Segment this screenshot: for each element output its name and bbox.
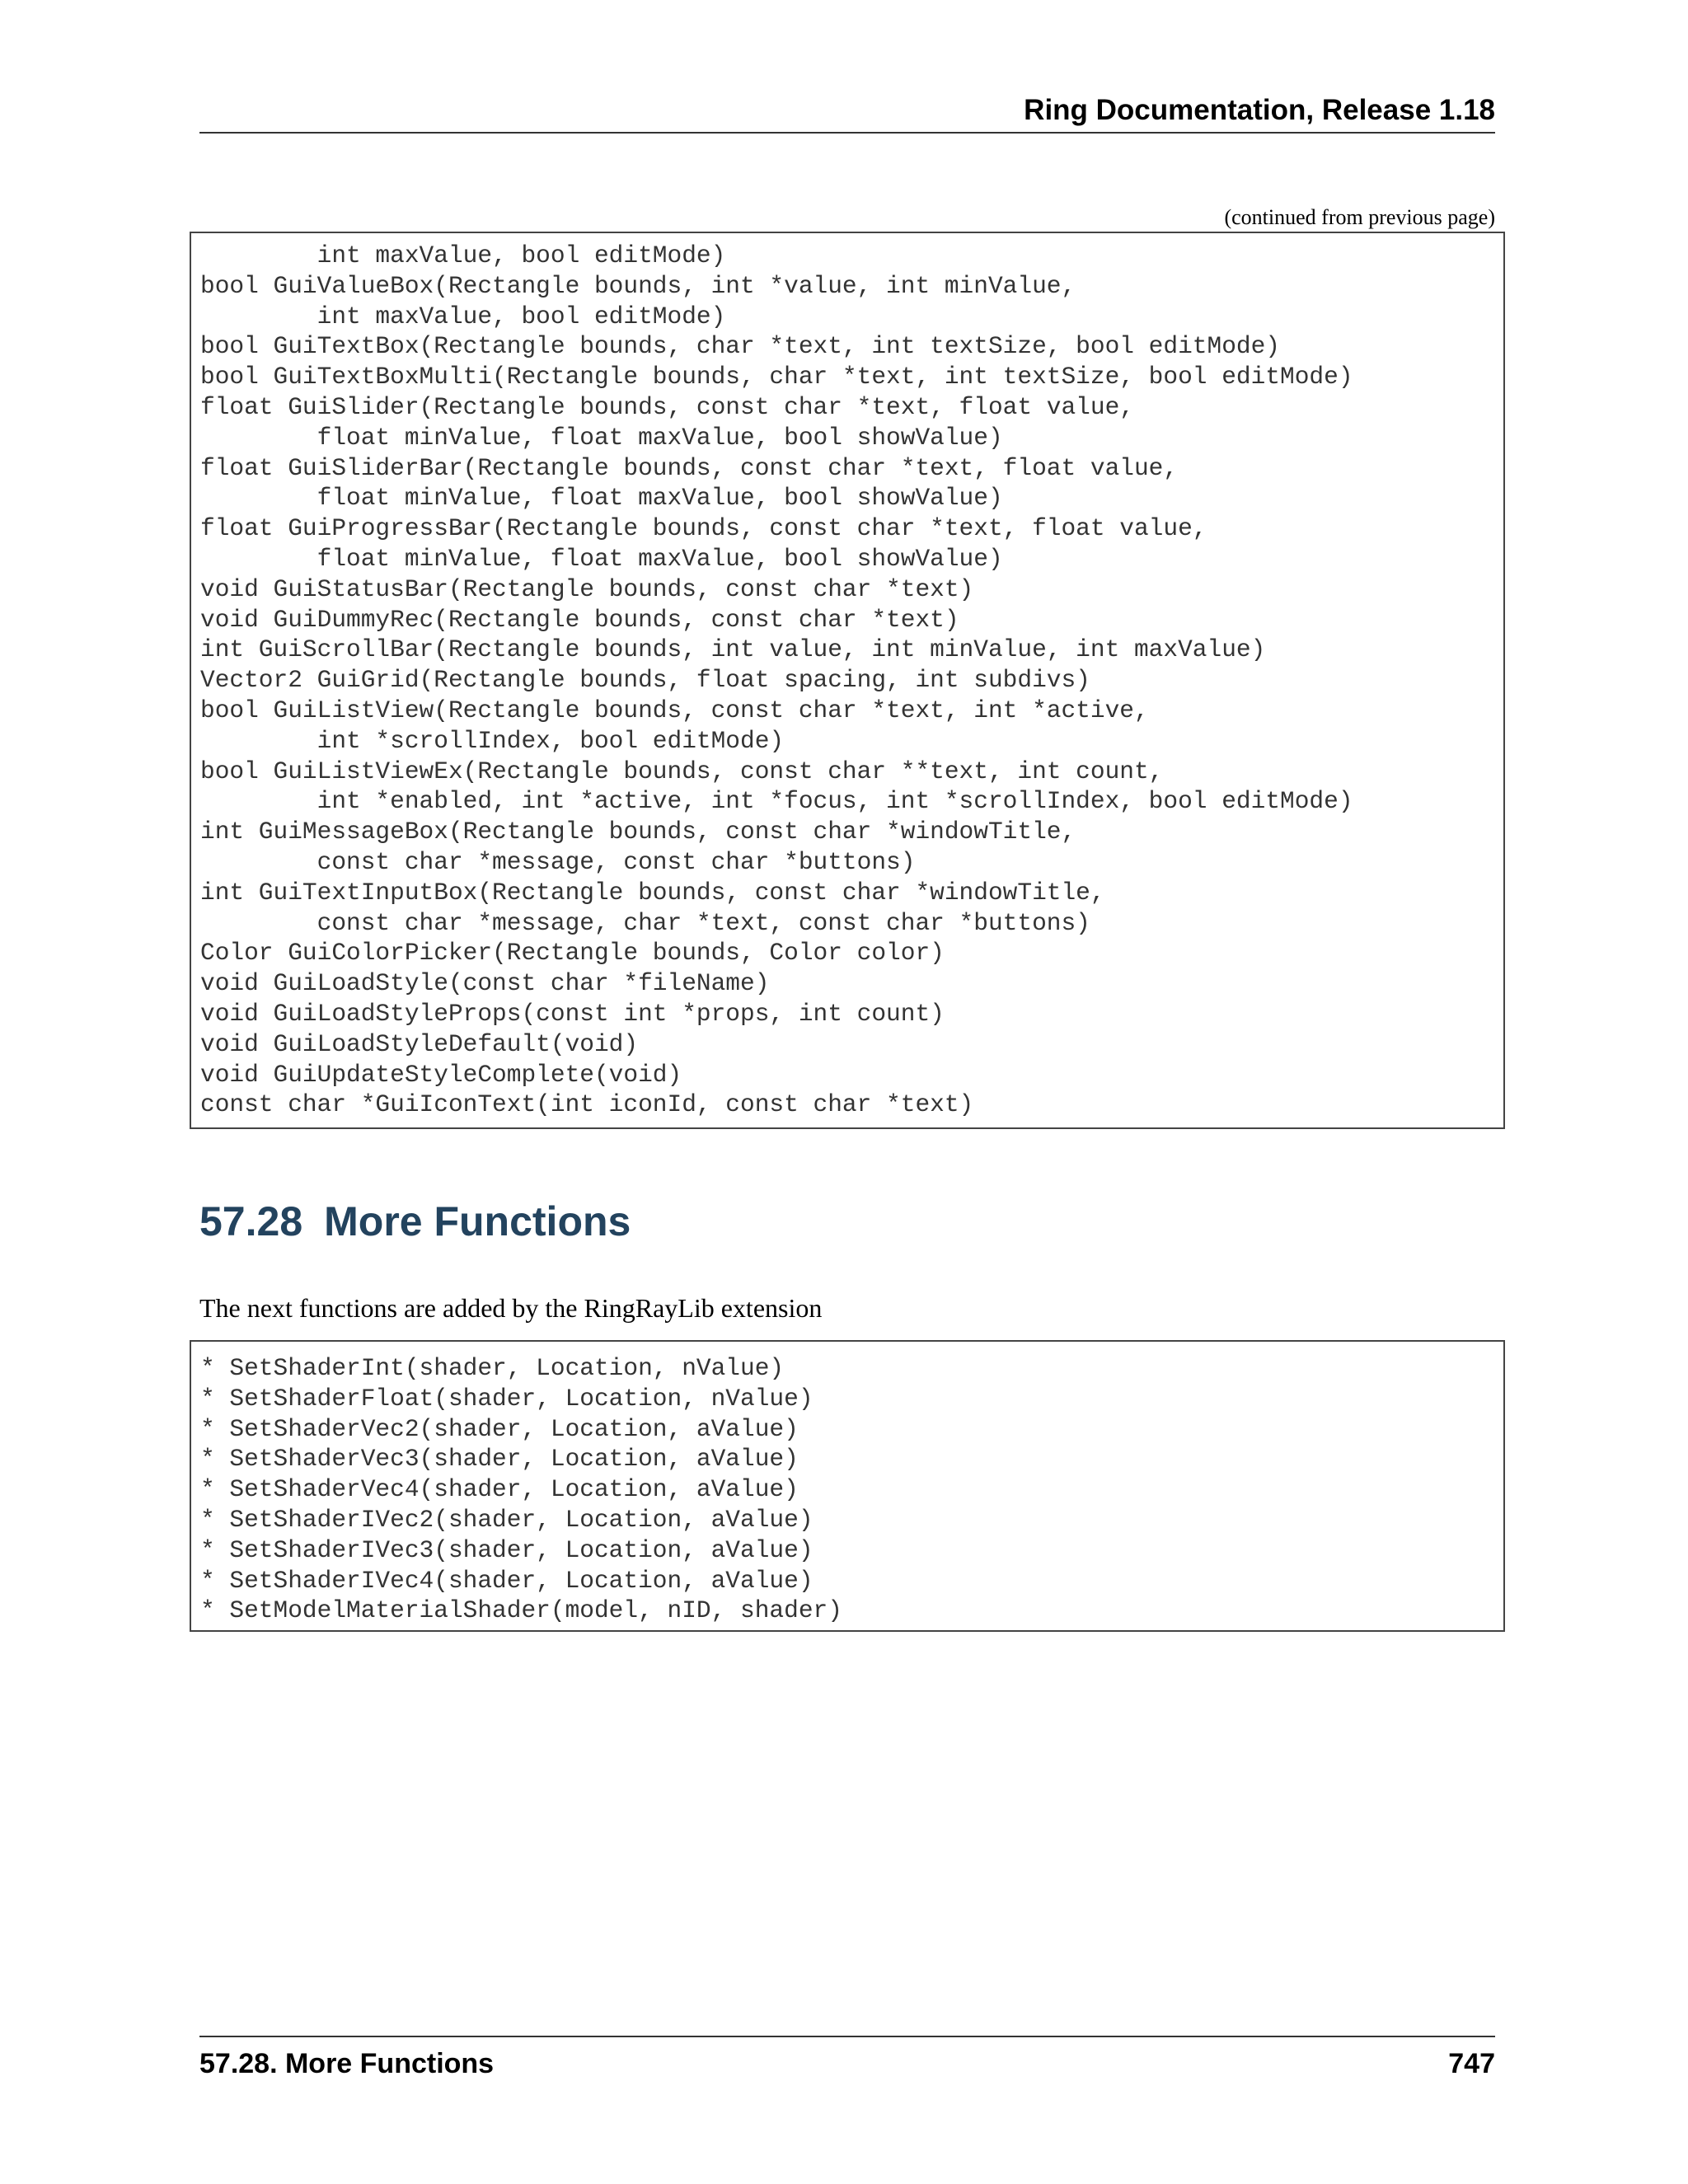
code-line: * SetShaderFloat(shader, Location, nValue) [200,1384,814,1413]
code-line: int maxValue, bool editMode) [200,241,726,269]
code-line: void GuiLoadStyleDefault(void) [200,1029,639,1058]
code-line: * SetModelMaterialShader(model, nID, shader) [200,1596,842,1625]
page-footer [199,2036,1495,2087]
code-line: int *scrollIndex, bool editMode) [200,726,785,755]
code-line: * SetShaderIVec3(shader, Location, aValue) [200,1535,814,1564]
section-heading [199,1197,631,1246]
code-line: float GuiProgressBar(Rectangle bounds, const char *text, float value, [200,514,1207,543]
code-line: const char *message, char *text, const char *buttons) [200,908,1090,937]
code-line: bool GuiValueBox(Rectangle bounds, int *value, int minValue, [200,271,1076,300]
code-line: bool GuiListView(Rectangle bounds, const char *text, int *active, [200,696,1149,724]
code-line: int GuiTextInputBox(Rectangle bounds, const char *windowTitle, [200,878,1105,907]
code-line: const char *message, const char *buttons) [200,847,916,876]
code-line: * SetShaderIVec2(shader, Location, aValue) [200,1505,814,1534]
code-line: * SetShaderInt(shader, Location, nValue) [200,1354,785,1382]
code-line: void GuiUpdateStyleComplete(void) [200,1060,682,1089]
code-line: int *enabled, int *active, int *focus, int *scrollIndex, bool editMode) [200,787,1353,816]
code-line: Vector2 GuiGrid(Rectangle bounds, float spacing, int subdivs) [200,666,1090,695]
code-block-more-functions-content [200,1353,1503,1626]
intro-paragraph: The next functions are added by the RingRayLib extension [199,1293,823,1323]
page-number: 747 [1448,2048,1495,2079]
code-line: float minValue, float maxValue, bool showValue) [200,484,1003,513]
code-line: * SetShaderIVec4(shader, Location, aValue) [200,1566,814,1595]
code-line: Color GuiColorPicker(Rectangle bounds, Color color) [200,939,945,968]
code-line: bool GuiTextBox(Rectangle bounds, char *text, int textSize, bool editMode) [200,332,1281,361]
code-block-gui-functions [190,232,1505,1129]
continued-note: (continued from previous page) [1224,205,1495,229]
footer-section-label: 57.28. More Functions [199,2048,495,2079]
code-line: * SetShaderVec3(shader, Location, aValue) [200,1445,799,1474]
code-line: const char *GuiIconText(int iconId, const char *text) [200,1090,974,1119]
code-line: int GuiMessageBox(Rectangle bounds, const char *windowTitle, [200,818,1076,846]
code-line: void GuiStatusBar(Rectangle bounds, const char *text) [200,574,974,603]
document-title: Ring Documentation, Release 1.18 [1024,94,1495,126]
code-line: int maxValue, bool editMode) [200,302,726,330]
section-number: 57.28 [199,1198,303,1244]
code-line: float GuiSlider(Rectangle bounds, const char *text, float value, [200,392,1134,421]
page-header [199,92,1495,134]
code-line: void GuiLoadStyle(const char *fileName) [200,969,770,998]
code-line: int GuiScrollBar(Rectangle bounds, int value, int minValue, int maxValue) [200,635,1266,664]
code-block-gui-functions-content [200,241,1503,1120]
code-block-more-functions [190,1340,1505,1632]
code-line: void GuiDummyRec(Rectangle bounds, const char *text) [200,605,959,634]
code-line: float GuiSliderBar(Rectangle bounds, const char *text, float value, [200,453,1179,482]
code-line: bool GuiListViewEx(Rectangle bounds, const char **text, int count, [200,757,1164,785]
code-line: float minValue, float maxValue, bool showValue) [200,423,1003,452]
code-line: bool GuiTextBoxMulti(Rectangle bounds, char *text, int textSize, bool editMode) [200,363,1353,391]
section-title-text: More Functions [324,1198,631,1244]
code-line: * SetShaderVec2(shader, Location, aValue) [200,1414,799,1443]
code-line: float minValue, float maxValue, bool showValue) [200,544,1003,573]
code-line: void GuiLoadStyleProps(const int *props, int count) [200,999,945,1028]
code-line: * SetShaderVec4(shader, Location, aValue) [200,1475,799,1504]
